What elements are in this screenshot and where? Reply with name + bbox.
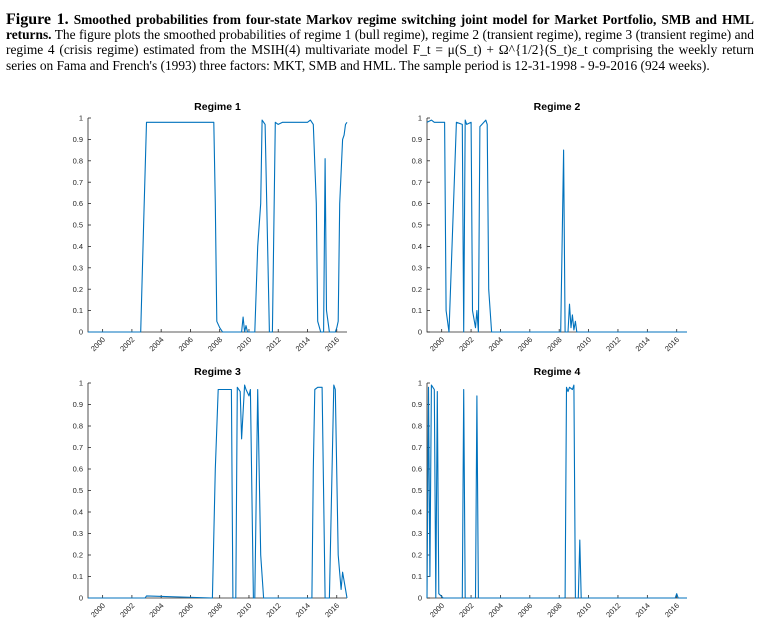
figure-caption-body: The figure plots the smoothed probabilities of regime 1 (bull regime), regime 2 (transient regime), regime 3 (transient regime) and regime 4 (crisis regime) estimated from the MSIH(4) multivariate model F_t = μ(S_t) + Ω^{1/2}(S_t)ε_t comprising the weekly return series on Fama and French's (1993) three factors: MKT, SMB and HML. The sample period is 12-31-1998 - 9-9-2016 (924 weeks). [6,27,755,73]
x-tick-label: 2010 [574,335,593,354]
y-tick-label: 0.8 [411,156,422,166]
y-tick-label: 0 [78,327,83,337]
y-tick-label: 0.7 [411,177,422,187]
x-tick-label: 2010 [235,601,254,620]
y-tick-label: 0.6 [411,464,422,474]
series-line [427,385,687,598]
y-tick-label: 0.6 [72,199,83,209]
y-tick-label: 0.3 [72,529,83,539]
series-line [427,120,687,332]
x-tick-label: 2014 [633,335,652,354]
x-tick-label: 2000 [427,601,447,620]
y-tick-label: 0 [417,327,422,337]
y-tick-label: 0 [417,593,422,603]
y-tick-label: 0.7 [411,443,422,453]
y-tick-label: 1 [417,378,422,388]
x-tick-label: 2002 [457,335,476,354]
y-tick-label: 0.4 [72,507,83,517]
x-tick-label: 2010 [235,335,254,354]
y-tick-label: 0.7 [72,177,83,187]
y-tick-label: 0.3 [72,263,83,273]
x-tick-label: 2012 [604,335,623,354]
y-tick-label: 0.5 [72,486,83,496]
y-tick-label: 0.1 [72,306,83,316]
y-tick-label: 0.4 [411,242,422,251]
figure-bold-title: Smoothed probabilities from four-state Markov regime switching joint model for Market Portfolio, SMB and HML returns. [6,12,754,43]
y-tick-label: 0.5 [411,220,422,230]
chart-panel-2 [412,101,687,353]
x-tick-label: 2002 [457,601,476,620]
axis-lines [427,383,687,598]
y-tick-label: 0 [78,593,83,603]
y-tick-label: 0.8 [72,421,83,431]
chart-panel-4 [412,366,687,619]
y-tick-label: 0.1 [411,572,422,582]
y-tick-label: 0.7 [72,443,83,453]
x-tick-label: 2014 [293,601,312,620]
x-tick-label: 2000 [88,601,108,620]
y-tick-label: 0.3 [411,263,422,273]
x-tick-label: 2012 [264,335,283,354]
y-tick-label: 0.4 [411,507,422,517]
x-tick-label: 2008 [545,601,564,620]
x-tick-label: 2006 [176,601,195,620]
y-tick-label: 0.9 [411,400,422,410]
x-tick-label: 2008 [205,335,225,354]
x-tick-label: 2002 [118,335,137,354]
x-tick-label: 2008 [545,335,564,354]
x-tick-label: 2016 [323,601,342,620]
x-tick-label: 2004 [147,601,166,620]
x-tick-label: 2004 [486,601,505,620]
chart-title: Regime 3 [194,366,241,378]
y-tick-label: 1 [78,113,83,123]
x-tick-label: 2004 [147,335,166,354]
y-tick-label: 0.6 [411,199,422,209]
x-tick-label: 2000 [88,335,108,354]
y-tick-label: 0.9 [72,135,83,144]
x-tick-label: 2012 [264,601,283,620]
axis-lines [88,118,347,332]
x-tick-label: 2004 [486,335,505,354]
series-line [88,120,347,332]
x-tick-label: 2002 [118,601,137,620]
y-tick-label: 0.8 [72,156,83,166]
y-tick-label: 0.5 [72,220,83,230]
y-tick-label: 0.9 [411,135,422,144]
x-tick-label: 2006 [176,335,195,354]
chart-panel-3 [73,366,347,619]
x-tick-label: 2000 [427,335,447,354]
x-tick-label: 2016 [323,335,342,354]
y-tick-label: 0.6 [72,464,83,474]
y-tick-label: 0.3 [411,529,422,539]
y-tick-label: 0.2 [411,284,422,294]
x-tick-label: 2010 [574,601,593,620]
x-tick-label: 2016 [662,335,682,354]
y-tick-label: 1 [78,378,83,388]
x-tick-label: 2008 [205,601,225,620]
y-tick-label: 1 [417,113,422,123]
y-tick-label: 0.5 [411,486,422,496]
y-tick-label: 0.9 [72,400,83,410]
y-tick-label: 0.2 [72,550,83,560]
chart-title: Regime 4 [533,366,581,378]
chart-title: Regime 1 [194,101,241,113]
x-tick-label: 2014 [633,601,652,620]
y-tick-label: 0.1 [72,572,83,582]
y-tick-label: 0.2 [72,284,83,294]
x-tick-label: 2006 [516,601,535,620]
x-tick-label: 2006 [516,335,535,354]
chart-title: Regime 2 [533,101,581,113]
y-tick-label: 0.4 [72,242,83,251]
x-tick-label: 2014 [293,335,312,354]
y-tick-label: 0.1 [411,306,422,316]
figure-label: Figure 1. [6,11,69,28]
axis-lines [427,118,687,332]
y-tick-label: 0.8 [411,421,422,431]
x-tick-label: 2016 [662,601,682,620]
chart-panel-1 [73,101,347,353]
x-tick-label: 2012 [604,601,623,620]
series-line [88,385,347,598]
y-tick-label: 0.2 [411,550,422,560]
